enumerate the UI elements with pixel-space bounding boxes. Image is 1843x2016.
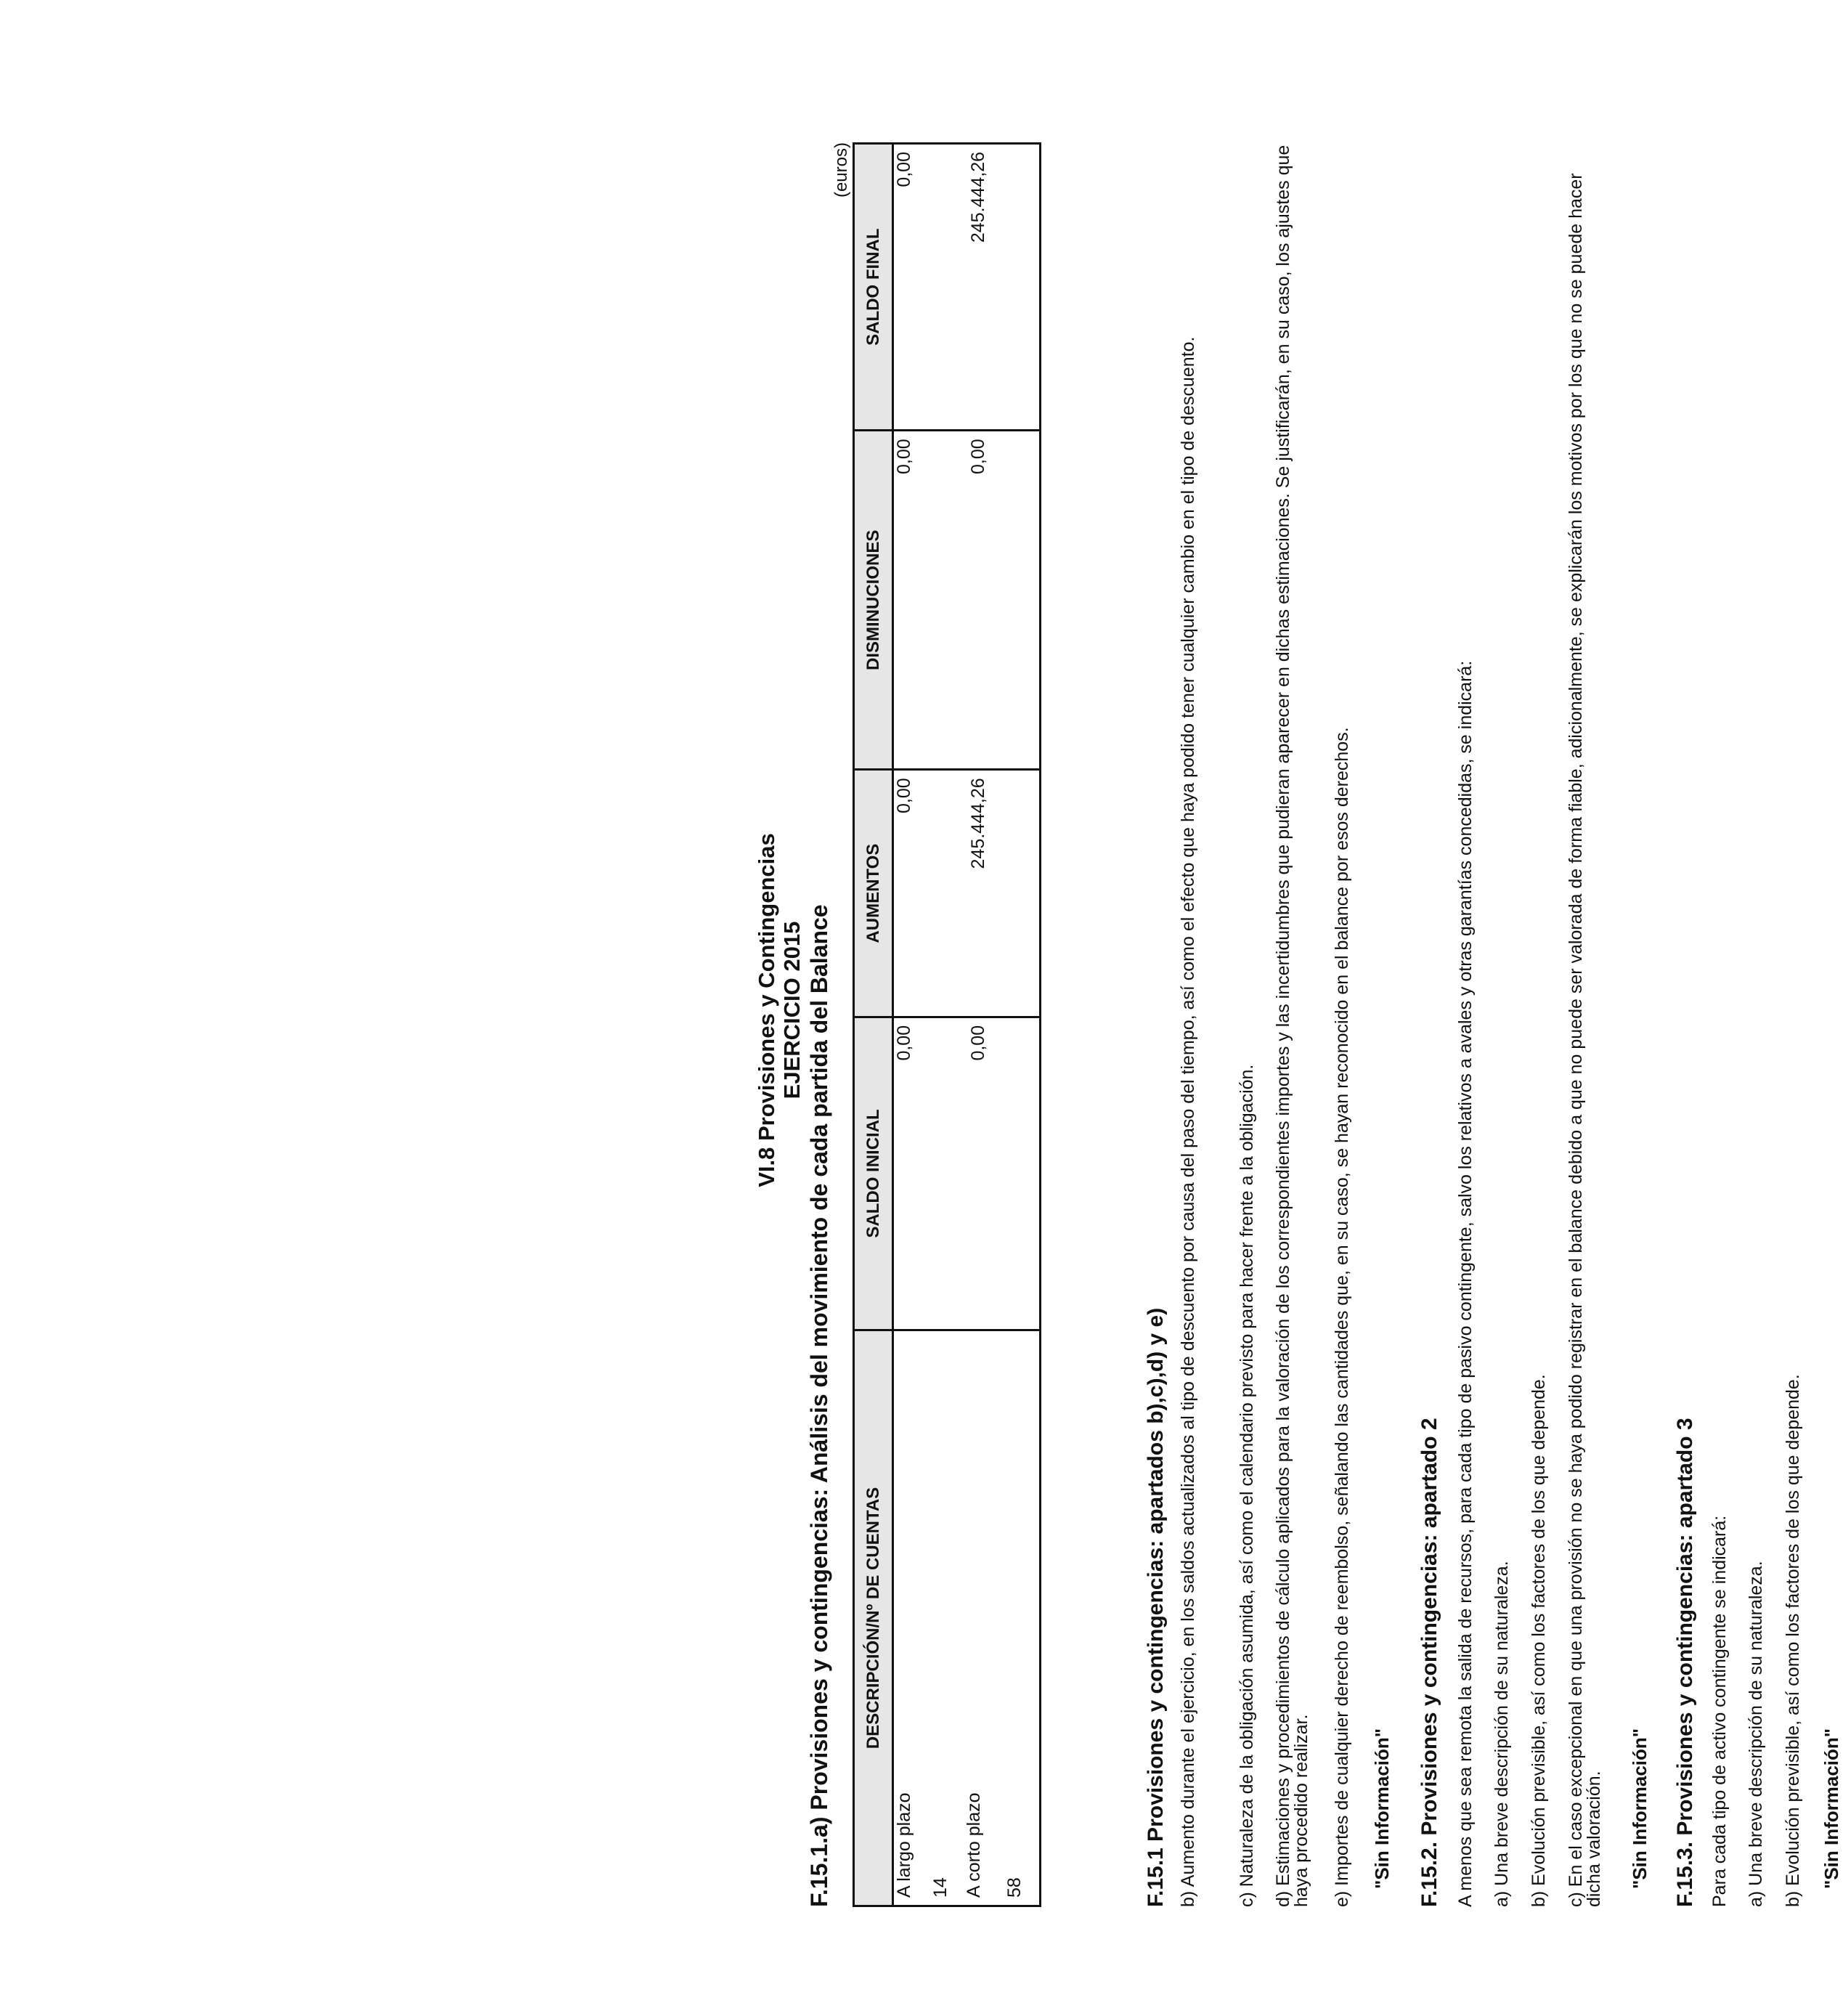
saldo-inicial-value: 0,00 <box>964 1017 1004 1330</box>
saldo-inicial-value: 0,00 <box>893 1017 931 1330</box>
saldo-final-value: 0,00 <box>893 144 931 431</box>
paragraph-s1-b: b) Aumento durante el ejercicio, en los saldos actualizados al tipo de descuento por causa del paso del tiempo, así como el efecto que haya podido tener cualquier cambio en el tipo de descuento. <box>1178 336 1198 1907</box>
section-heading-f153: F.15.3. Provisiones y contingencias: apartado 3 <box>1673 1418 1697 1907</box>
page-title: VI.8 Provisiones y Contingencias <box>754 833 779 1187</box>
table-row <box>1004 144 1041 1906</box>
sin-informacion-s1: "Sin Información" <box>1371 1728 1393 1889</box>
col-descripcion: DESCRIPCIÓN/Nº DE CUENTAS <box>854 1330 893 1906</box>
paragraph-s1-c: c) Naturaleza de la obligación asumida, así como el calendario previsto para hacer frente a la obligación. <box>1237 1064 1257 1907</box>
sin-informacion-s3: "Sin Información" <box>1820 1728 1842 1889</box>
paragraph-s2-c: c) En el caso excepcional en que una provisión no se haya podido registrar en el balance debido a que no puede ser valorada de forma fiable, adicionalmente, se explicarán los motivos por los que no se puede hacer dicha valoración. <box>1566 173 1604 1907</box>
paragraph-s1-e: e) Importes de cualquier derecho de reembolso, señalando las cantidades que, en su caso, se hayan reconocido en el balance por esos derechos. <box>1332 727 1352 1907</box>
row-description: A largo plazo <box>893 1330 931 1906</box>
paragraph-s3-intro: Para cada tipo de activo contingente se indicará: <box>1709 1515 1730 1907</box>
disminuciones-value: 0,00 <box>893 431 931 770</box>
sin-informacion-s2: "Sin Información" <box>1629 1728 1651 1889</box>
paragraph-s2-b: b) Evolución previsible, así como los factores de los que depende. <box>1529 1374 1549 1907</box>
aumentos-value: 245.444,26 <box>964 770 1004 1017</box>
col-aumentos: AUMENTOS <box>854 770 893 1017</box>
row-description: A corto plazo <box>964 1330 1004 1906</box>
row-account-number: 58 <box>1004 1330 1041 1906</box>
paragraph-s1-d: d) Estimaciones y procedimientos de cálculo aplicados para la valoración de los correspondientes importes y las incertidumbres que pudieran aparecer en dichas estimaciones. Se justificarán, en su caso, los ajustes que haya procedido realizar. <box>1273 145 1311 1907</box>
col-saldo-final: SALDO FINAL <box>854 144 893 431</box>
table-header-row <box>854 144 893 1906</box>
col-disminuciones: DISMINUCIONES <box>854 431 893 770</box>
table-row <box>893 144 931 1906</box>
saldo-final-value: 245.444,26 <box>964 144 1004 431</box>
fiscal-year: EJERCICIO 2015 <box>779 921 805 1100</box>
table-row <box>930 144 964 1906</box>
paragraph-s3-a: a) Una breve descripción de su naturaleza. <box>1746 1561 1766 1907</box>
paragraph-s3-b: b) Evolución previsible, así como los factores de los que depende. <box>1783 1374 1803 1907</box>
table-row <box>964 144 1004 1906</box>
section-heading-f152: F.15.2. Provisiones y contingencias: apartado 2 <box>1417 1418 1441 1907</box>
section-heading-f151: F.15.1 Provisiones y contingencias: apartados b),c),d) y e) <box>1144 1307 1168 1907</box>
paragraph-s2-intro: A menos que sea remota la salida de recursos, para cada tipo de pasivo contingente, salvo los relativos a avales y otras garantías concedidas, se indicará: <box>1455 660 1476 1907</box>
col-saldo-inicial: SALDO INICIAL <box>854 1017 893 1330</box>
units-label: (euros) <box>831 142 851 198</box>
disminuciones-value: 0,00 <box>964 431 1004 770</box>
section-heading-f151a: F.15.1.a) Provisiones y contingencias: Análisis del movimiento de cada partida del Balance <box>806 904 832 1907</box>
aumentos-value: 0,00 <box>893 770 931 1017</box>
row-account-number: 14 <box>930 1330 964 1906</box>
paragraph-s2-a: a) Una breve descripción de su naturaleza. <box>1492 1561 1512 1907</box>
movements-table <box>853 142 1041 1907</box>
